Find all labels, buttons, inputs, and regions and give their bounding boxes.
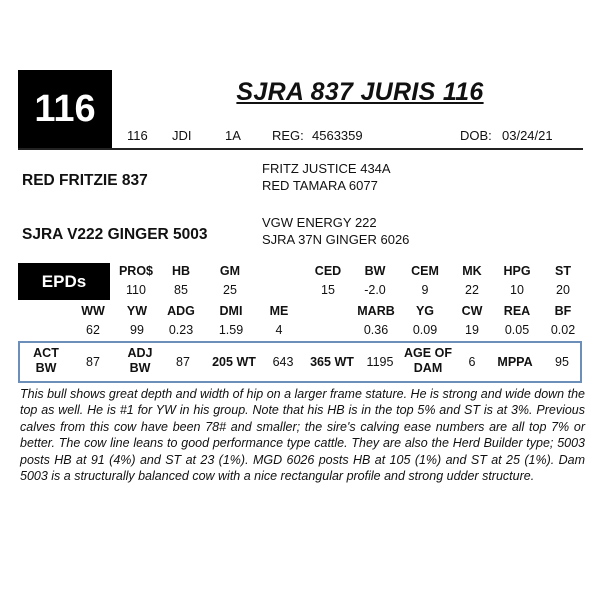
divider	[18, 148, 583, 150]
act-bw-value: 87	[86, 355, 100, 369]
epd-header: BW	[364, 264, 386, 278]
animal-name: SJRA 837 JURIS 116	[236, 78, 484, 106]
epd-value: 0.09	[412, 323, 438, 337]
wt205-label: 205 WT	[212, 355, 256, 369]
dam-name: SJRA V222 GINGER 5003	[22, 226, 208, 243]
epd-header: YG	[415, 304, 435, 318]
epds-label: EPDs	[18, 263, 110, 300]
wt205-value: 643	[272, 355, 294, 369]
wt365-label: 365 WT	[310, 355, 354, 369]
epd-value: -2.0	[364, 283, 386, 297]
epd-value: 9	[421, 283, 429, 297]
epd-header: HB	[171, 264, 191, 278]
epd-header: ADG	[167, 304, 195, 318]
mppa-label: MPPA	[497, 355, 533, 369]
sire-dam: RED TAMARA 6077	[262, 178, 378, 193]
dob-label: DOB:	[460, 128, 492, 143]
epd-header: CEM	[411, 264, 439, 278]
epd-value: 0.36	[363, 323, 389, 337]
dam-sire: VGW ENERGY 222	[262, 215, 377, 230]
epd-header: WW	[81, 304, 105, 318]
age-of-dam-label-line1: AGE OF	[404, 346, 452, 360]
epd-header: YW	[126, 304, 148, 318]
epd-value: 22	[465, 283, 479, 297]
reg-label: REG:	[272, 128, 304, 143]
epd-value: 99	[130, 323, 144, 337]
epd-header: ST	[555, 264, 571, 278]
epd-value: 25	[223, 283, 237, 297]
act-bw-label-line1: ACT	[33, 346, 59, 360]
epd-value: 0.02	[550, 323, 576, 337]
lot-number: 116	[18, 70, 112, 148]
herd-prefix: JDI	[172, 128, 192, 143]
dob-value: 03/24/21	[502, 128, 553, 143]
epd-header: GM	[219, 264, 241, 278]
age-of-dam-value: 6	[468, 355, 476, 369]
epd-value: 10	[510, 283, 524, 297]
age-of-dam-label	[398, 346, 458, 376]
dam-dam: SJRA 37N GINGER 6026	[262, 232, 410, 247]
adj-bw-label-line2: BW	[129, 361, 151, 375]
epd-header: MARB	[357, 304, 395, 318]
epd-header: ME	[269, 304, 289, 318]
epd-value: 20	[556, 283, 570, 297]
epd-header: DMI	[219, 304, 243, 318]
epd-value: 110	[126, 283, 146, 297]
act-bw-label	[22, 346, 70, 376]
tattoo: 116	[127, 128, 148, 143]
epd-value: 15	[321, 283, 335, 297]
act-bw-label-line2: BW	[35, 361, 57, 375]
adj-bw-label-line1: ADJ	[127, 346, 153, 360]
epd-header: MK	[462, 264, 482, 278]
epd-value: 4	[275, 323, 283, 337]
epd-value: 1.59	[218, 323, 244, 337]
epd-value: 62	[86, 323, 100, 337]
bull-description: This bull shows great depth and width of hip on a larger frame stature. He is strong and wide down the top as well. He is #1 for YW in his group. Note that his HB is in the top 5% and ST is at 3%. Previous calves from this cow have been 78# and smaller; the sire's calving ease numbers are all top 7% or better. The cow line leans to good performance type cattle. They are also the Herd Builder type; 5003 posts HB at 91 (4%) and ST at 23 (1%). MGD 6026 posts HB at 105 (1%) and ST at 25 (1%). Dam 5003 is a structurally balanced cow with a nice rectangular profile and strong udder structure.	[20, 387, 585, 484]
age-of-dam-label-line2: DAM	[413, 361, 443, 375]
reg-number: 4563359	[312, 128, 363, 143]
adj-bw-value: 87	[176, 355, 190, 369]
sire-name: RED FRITZIE 837	[22, 172, 148, 189]
epd-value: 85	[174, 283, 188, 297]
mppa-value: 95	[555, 355, 569, 369]
designation: 1A	[225, 128, 241, 143]
adj-bw-label	[118, 346, 162, 376]
epd-header: CED	[314, 264, 342, 278]
epd-header: HPG	[503, 264, 531, 278]
sire-sire: FRITZ JUSTICE 434A	[262, 161, 391, 176]
epd-header: BF	[554, 304, 572, 318]
epd-header: REA	[503, 304, 531, 318]
epd-header: PRO$	[118, 264, 154, 278]
wt365-value: 1195	[366, 355, 394, 369]
epd-value: 19	[465, 323, 479, 337]
epd-header: CW	[461, 304, 483, 318]
epd-value: 0.23	[168, 323, 194, 337]
epd-value: 0.05	[504, 323, 530, 337]
